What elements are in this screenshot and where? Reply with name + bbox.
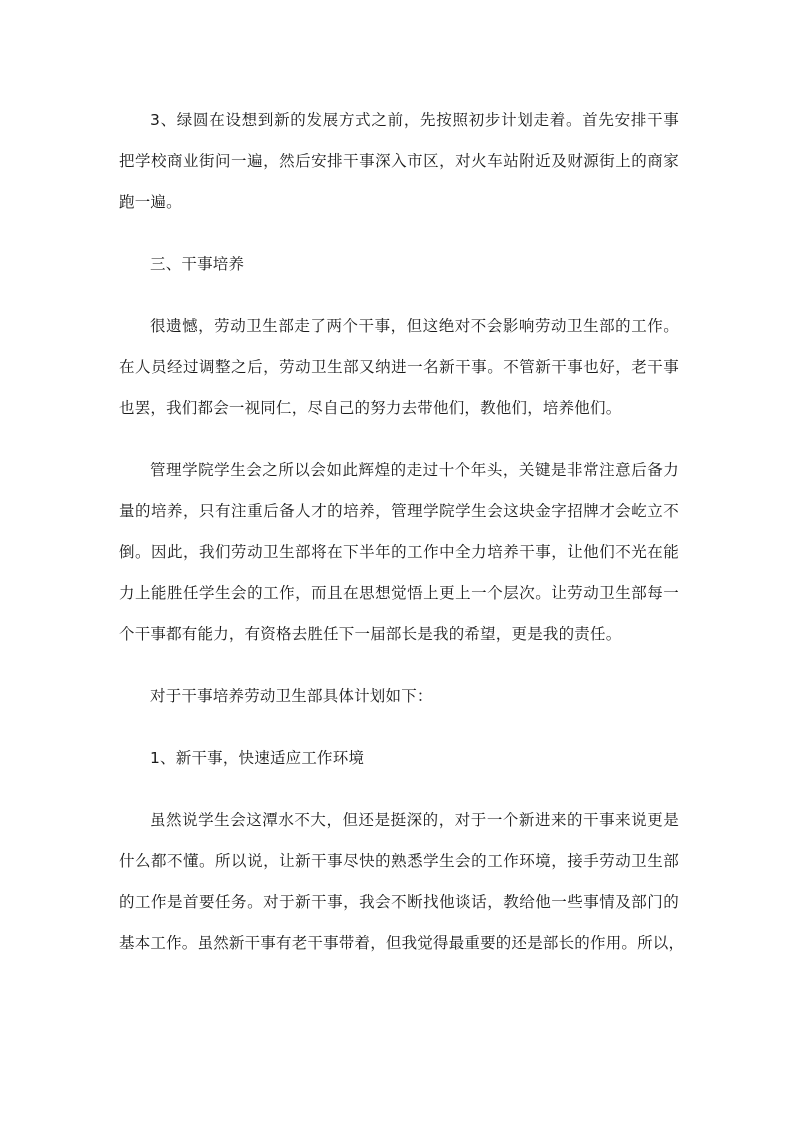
section-heading: 三、干事培养	[150, 255, 245, 273]
paragraph-line: 力上能胜任学生会的工作，而且在思想觉悟上更上一个层次。让劳动卫生部每一	[119, 584, 679, 602]
paragraph-line: 管理学院学生会之所以会如此辉煌的走过十个年头，关键是非常注意后备力	[150, 461, 679, 479]
paragraph-line: 的工作是首要任务。对于新干事，我会不断找他谈话，教给他一些事情及部门的	[119, 893, 679, 911]
paragraph-line: 基本工作。虽然新干事有老干事带着，但我觉得最重要的还是部长的作用。所以，	[119, 934, 685, 952]
paragraph-line: 跑一遍。	[119, 193, 182, 211]
paragraph-line: 在人员经过调整之后，劳动卫生部又纳进一名新干事。不管新干事也好，老干事	[119, 358, 679, 376]
paragraph-line: 对于干事培养劳动卫生部具体计划如下：	[150, 687, 433, 705]
paragraph-line: 倒。因此，我们劳动卫生部将在下半年的工作中全力培养干事，让他们不光在能	[119, 543, 679, 561]
sub-heading: 1、新干事，快速适应工作环境	[150, 749, 365, 767]
paragraph-line: 3、绿圆在设想到新的发展方式之前，先按照初步计划走着。首先安排干事	[150, 111, 679, 129]
paragraph-line: 把学校商业街问一遍，然后安排干事深入市区，对火车站附近及财源街上的商家	[119, 152, 679, 170]
paragraph-line: 很遗憾，劳动卫生部走了两个干事，但这绝对不会影响劳动卫生部的工作。	[150, 317, 679, 335]
paragraph-line: 什么都不懂。所以说，让新干事尽快的熟悉学生会的工作环境，接手劳动卫生部	[119, 852, 679, 870]
paragraph-line: 虽然说学生会这潭水不大，但还是挺深的，对于一个新进来的干事来说更是	[150, 811, 679, 829]
paragraph-line: 也罢，我们都会一视同仁，尽自己的努力去带他们，教他们，培养他们。	[119, 399, 622, 417]
paragraph-line: 量的培养，只有注重后备人才的培养，管理学院学生会这块金字招牌才会屹立不	[119, 502, 679, 520]
paragraph-line: 个干事都有能力，有资格去胜任下一届部长是我的希望，更是我的责任。	[119, 625, 622, 643]
